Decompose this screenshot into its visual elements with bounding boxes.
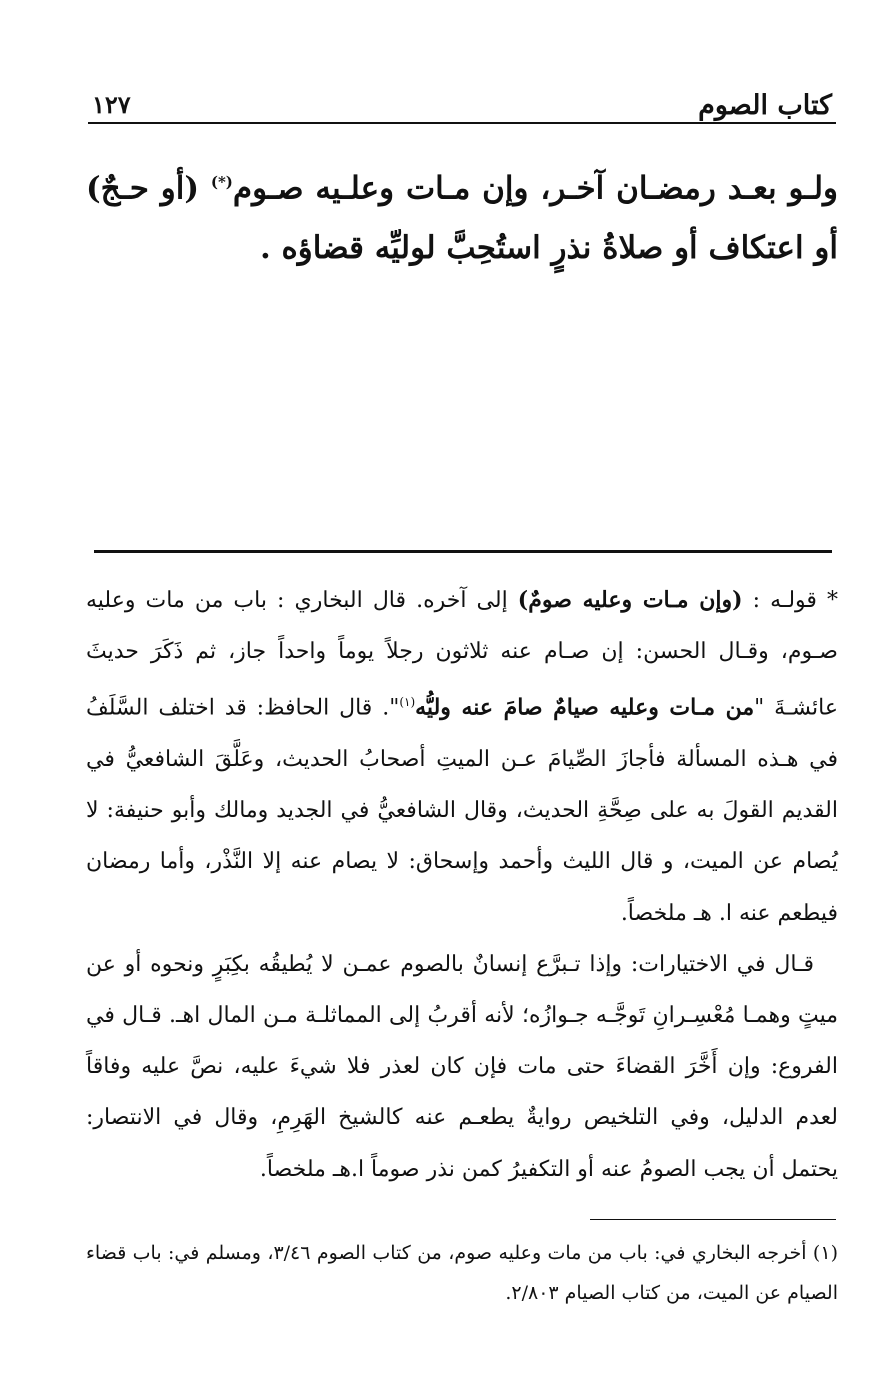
commentary-text-rest: ". قال الحافظ: قد اختلف السَّلَفُ في هـذه المسألة فأجازَ الصِّيامَ عـن الميتِ أصحابُ الحديث، وعَلَّقَ الشافعيُّ في القديم القولَ به على صِحَّةِ الحديث، وقال الشافعيُّ في الجديد ومالك وأبو حنيفة: لا يُصام عن الميت، و قال الليث وأحمد وإسحاق: لا يصام عنه إلا النَّذْر، وأما رمضان فيطعم عنه ا. هـ ملخصاً.: [86, 695, 838, 926]
commentary-paragraph-2: قـال في الاختيارات: وإذا تـبرَّع إنسانٌ بالصوم عمـن لا يُطيقُه بكِبَرٍ ونحوه أو عن ميتٍ وهمـا مُعْسِـرانِ تَوجَّـه جـوازُه؛ لأنه أقربُ إلى المماثلـة مـن المال اهـ. قـال في الفروع: وإن أَخَّرَ القضاءَ حتى مات فإن كان لعذر فلا شيءَ عليه، نصَّ عليه وفاقاً لعدم الدليل، وفي التلخيص روايةٌ يطعـم عنه كالشيخ الهَرِمِ، وقال في الانتصار: يحتمل أن يجب الصومُ عنه أو التكفيرُ كمن نذر صوماً ا.هـ ملخصاً.: [86, 951, 838, 1182]
commentary-text: إلى آخره. قال البخاري : باب من مات وعليه صـوم، وقـال الحسن: إن صـام عنه ثلاثون رجلاً يوماً واحداً جاز، ثم ذَكَرَ حديثَ عائشـةَ ": [86, 588, 838, 721]
main-text-line2: اعتكاف أو صلاةُ نذرٍ استُحِبَّ لوليِّه قضاؤه .: [259, 230, 804, 267]
footnote-divider: [590, 1219, 836, 1220]
quoted-phrase: (وإن مـات وعليه صومٌ): [517, 587, 743, 613]
section-divider: [94, 550, 832, 553]
footnote: (١) أخرجه البخاري في: باب من مات وعليه صوم، من كتاب الصوم ٣/٤٦، ومسلم في: باب قضاء الصيام عن الميت، من كتاب الصيام ٢/٨٠٣.: [86, 1242, 838, 1304]
commentary: [86, 575, 838, 1195]
hadith-quote: من مـات وعليه صيامٌ صامَ عنه وليُّه: [415, 694, 755, 721]
main-text: [86, 152, 838, 278]
main-text-line1: ولـو بعـد رمضـان آخـر، وإن مـات وعلـيه صـوم: [232, 170, 839, 207]
chapter-title: كتاب الصوم: [698, 90, 832, 121]
footnote-reference[interactable]: (١): [399, 695, 416, 710]
commentary-intro: * قولـه :: [742, 588, 839, 613]
running-header: [88, 88, 836, 124]
main-text-line1-end: (أو حـجٌ) أو: [86, 170, 838, 267]
commentary-marker: (*): [210, 173, 233, 191]
commentary-paragraph-1: [86, 575, 838, 939]
page-number: ١٢٧: [92, 90, 131, 119]
